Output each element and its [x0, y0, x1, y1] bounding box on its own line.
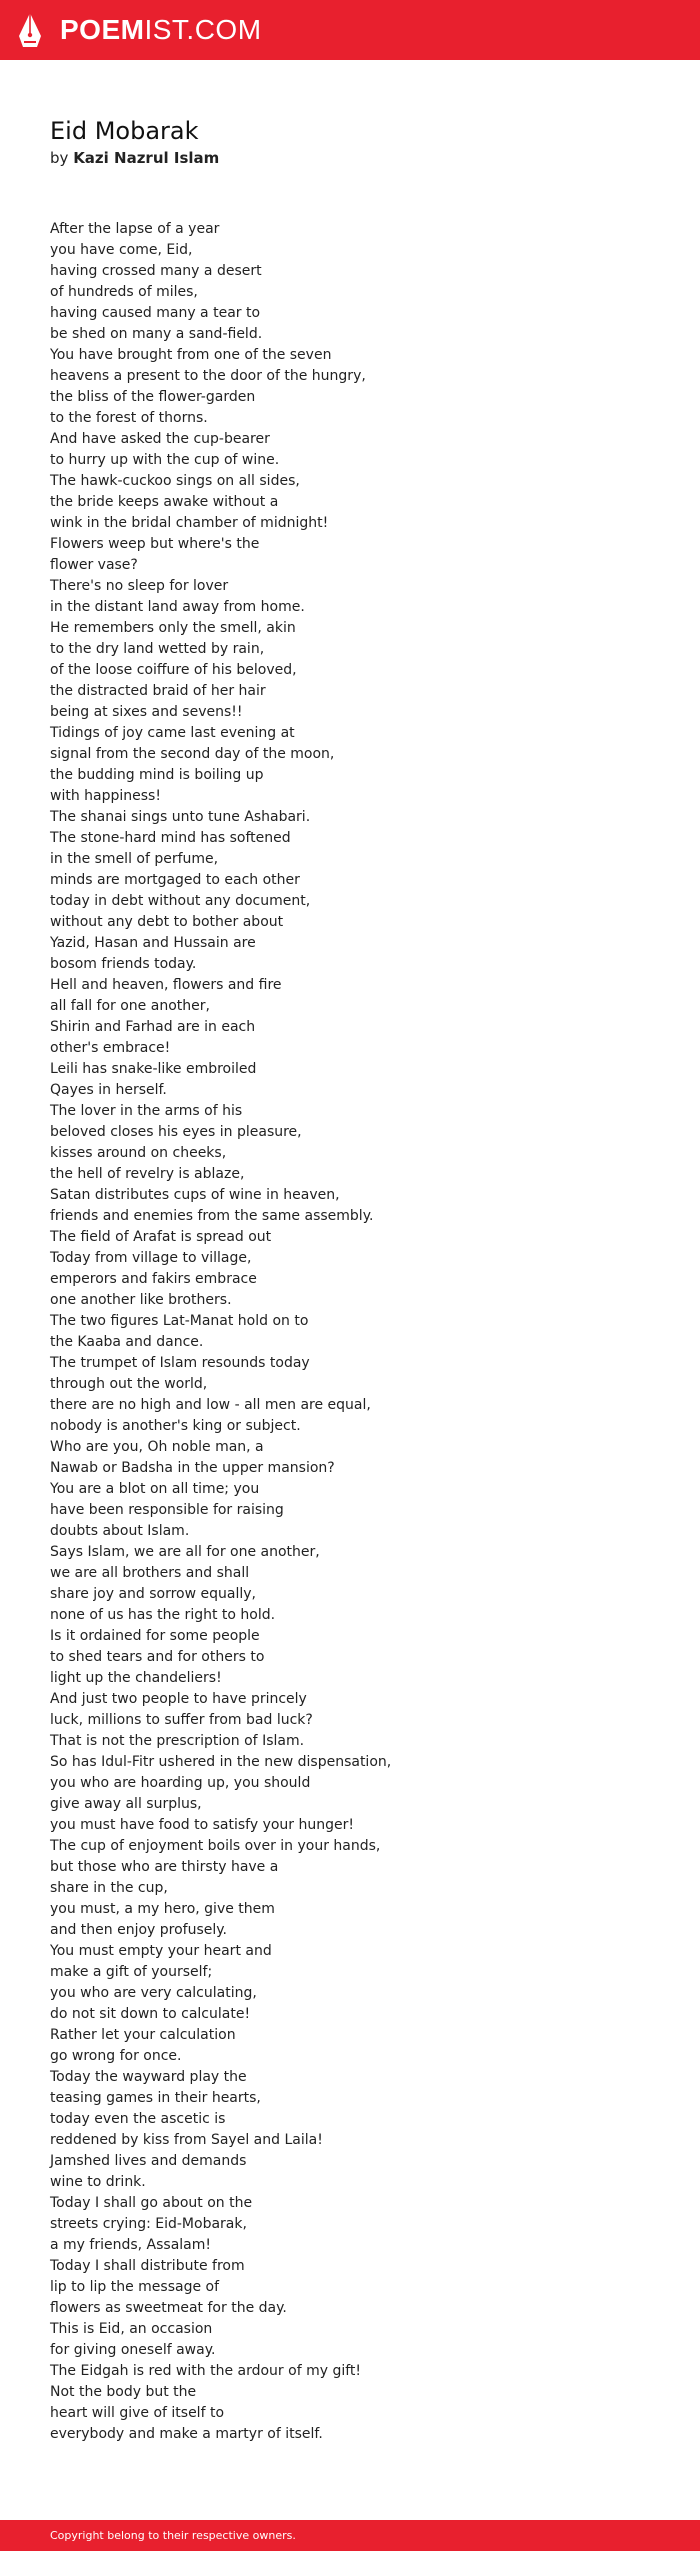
poem-line: nobody is another's king or subject.: [50, 1418, 301, 1434]
site-footer: [0, 2520, 700, 2551]
poem-line: Yazid, Hasan and Hussain are: [50, 935, 256, 951]
poem-line: beloved closes his eyes in pleasure,: [50, 1124, 302, 1140]
poem-line: Today from village to village,: [50, 1250, 252, 1266]
poem-line: Qayes in herself.: [50, 1082, 167, 1098]
poem-line: There's no sleep for lover: [50, 578, 229, 594]
poem-line: wink in the bridal chamber of midnight!: [50, 515, 329, 531]
poem-line: all fall for one another,: [50, 998, 210, 1014]
poem-line: to shed tears and for others to: [50, 1649, 265, 1665]
poem-line: of hundreds of miles,: [50, 284, 198, 300]
poem-line: having caused many a tear to: [50, 305, 261, 321]
poem-line: do not sit down to calculate!: [50, 2006, 251, 2022]
poem-line: Hell and heaven, flowers and fire: [50, 977, 282, 993]
poem-line: today even the ascetic is: [50, 2111, 226, 2127]
poem-line: The cup of enjoyment boils over in your hands,: [50, 1838, 381, 1854]
poem-line: light up the chandeliers!: [50, 1670, 222, 1686]
poem-line: teasing games in their hearts,: [50, 2090, 261, 2106]
poem-line: Says Islam, we are all for one another,: [50, 1544, 320, 1560]
poem-line: Today I shall distribute from: [50, 2258, 245, 2274]
poem-line: today in debt without any document,: [50, 893, 311, 909]
poem-line: doubts about Islam.: [50, 1523, 190, 1539]
poem-line: The hawk-cuckoo sings on all sides,: [50, 473, 300, 489]
poem-line: without any debt to bother about: [50, 914, 284, 930]
poem-line: The trumpet of Islam resounds today: [50, 1355, 310, 1371]
poem-line: flowers as sweetmeat for the day.: [50, 2300, 287, 2316]
poem-line: of the loose coiffure of his beloved,: [50, 662, 297, 678]
poem-line: heart will give of itself to: [50, 2405, 225, 2421]
poem-line: And just two people to have princely: [50, 1691, 307, 1707]
poem-line: kisses around on cheeks,: [50, 1145, 227, 1161]
poem-line: go wrong for once.: [50, 2048, 182, 2064]
poem-line: Not the body but the: [50, 2384, 197, 2400]
poem-title: Eid Mobarak: [50, 117, 199, 145]
poem-line: in the smell of perfume,: [50, 851, 219, 867]
poem-line: the hell of revelry is ablaze,: [50, 1166, 245, 1182]
poem-line: share joy and sorrow equally,: [50, 1586, 256, 1602]
poem-line: with happiness!: [50, 788, 161, 804]
poem-line: you who are hoarding up, you should: [50, 1775, 311, 1791]
poem-line: be shed on many a sand-field.: [50, 326, 263, 342]
poem-byline: [50, 148, 219, 168]
poem-line: everybody and make a martyr of itself.: [50, 2426, 323, 2442]
poem-line: bosom friends today.: [50, 956, 197, 972]
poem-line: there are no high and low - all men are equal,: [50, 1397, 371, 1413]
poem-line: The lover in the arms of his: [50, 1103, 243, 1119]
poem-line: Jamshed lives and demands: [50, 2153, 247, 2169]
poem-line: you must have food to satisfy your hunger!: [50, 1817, 355, 1833]
poem-line: you must, a my hero, give them: [50, 1901, 275, 1917]
poem-line: That is not the prescription of Islam.: [50, 1733, 305, 1749]
poem-line: You have brought from one of the seven: [50, 347, 332, 363]
poem-line: You must empty your heart and: [50, 1943, 272, 1959]
poem-line: streets crying: Eid-Mobarak,: [50, 2216, 247, 2232]
poem-line: one another like brothers.: [50, 1292, 232, 1308]
poem-line: through out the world,: [50, 1376, 208, 1392]
poem-line: And have asked the cup-bearer: [50, 431, 270, 447]
poem-line: give away all surplus,: [50, 1796, 202, 1812]
pen-nib-icon[interactable]: [17, 12, 43, 48]
brand-light-text: IST.COM: [144, 14, 262, 45]
poem-line: The shanai sings unto tune Ashabari.: [50, 809, 311, 825]
poem-line: After the lapse of a year: [50, 221, 220, 237]
poem-line: in the distant land away from home.: [50, 599, 305, 615]
poem-line: Satan distributes cups of wine in heaven,: [50, 1187, 340, 1203]
poem-line: being at sixes and sevens!!: [50, 704, 243, 720]
site-header: [0, 0, 700, 60]
poem-line: Flowers weep but where's the: [50, 536, 260, 552]
poem-line: luck, millions to suffer from bad luck?: [50, 1712, 313, 1728]
poem-line: So has Idul-Fitr ushered in the new dispensation,: [50, 1754, 392, 1770]
poem-line: Shirin and Farhad are in each: [50, 1019, 256, 1035]
poem-line: and then enjoy profusely.: [50, 1922, 228, 1938]
poem-line: the bride keeps awake without a: [50, 494, 279, 510]
site-logo-link[interactable]: [60, 12, 262, 48]
poem-line: The Eidgah is red with the ardour of my gift!: [50, 2363, 362, 2379]
poem-line: other's embrace!: [50, 1040, 171, 1056]
poem-body: [50, 219, 670, 2445]
poem-line: Today the wayward play the: [50, 2069, 247, 2085]
poem-line: minds are mortgaged to each other: [50, 872, 300, 888]
poem-line: signal from the second day of the moon,: [50, 746, 335, 762]
poem-line: Who are you, Oh noble man, a: [50, 1439, 264, 1455]
poem-line: the distracted braid of her hair: [50, 683, 266, 699]
poem-line: make a gift of yourself;: [50, 1964, 213, 1980]
poem-line: He remembers only the smell, akin: [50, 620, 296, 636]
poem-line: to hurry up with the cup of wine.: [50, 452, 280, 468]
poem-line: a my friends, Assalam!: [50, 2237, 212, 2253]
poem-line: The stone-hard mind has softened: [50, 830, 291, 846]
poem-line: to the dry land wetted by rain,: [50, 641, 265, 657]
poem-line: we are all brothers and shall: [50, 1565, 250, 1581]
poem-line: for giving oneself away.: [50, 2342, 216, 2358]
poem-line: you have come, Eid,: [50, 242, 193, 258]
poem-line: having crossed many a desert: [50, 263, 262, 279]
poem-line: lip to lip the message of: [50, 2279, 220, 2295]
poem-line: flower vase?: [50, 557, 138, 573]
poem-line: Is it ordained for some people: [50, 1628, 260, 1644]
poem-line: Tidings of joy came last evening at: [50, 725, 295, 741]
poem-line: Nawab or Badsha in the upper mansion?: [50, 1460, 335, 1476]
poem-line: Leili has snake-like embroiled: [50, 1061, 257, 1077]
poem-line: Rather let your calculation: [50, 2027, 236, 2043]
poem-line: wine to drink.: [50, 2174, 146, 2190]
poem-line: share in the cup,: [50, 1880, 168, 1896]
poem-line: but those who are thirsty have a: [50, 1859, 279, 1875]
poem-line: This is Eid, an occasion: [50, 2321, 213, 2337]
poem-line: friends and enemies from the same assembly.: [50, 1208, 374, 1224]
poem-line: The two figures Lat-Manat hold on to: [50, 1313, 309, 1329]
poem-line: the Kaaba and dance.: [50, 1334, 204, 1350]
brand-bold-text: POEM: [60, 14, 145, 45]
poem-line: The field of Arafat is spread out: [50, 1229, 272, 1245]
poem-line: none of us has the right to hold.: [50, 1607, 276, 1623]
poem-line: to the forest of thorns.: [50, 410, 208, 426]
poem-line: reddened by kiss from Sayel and Laila!: [50, 2132, 323, 2148]
poem-line: heavens a present to the door of the hungry,: [50, 368, 366, 384]
by-label: by: [50, 149, 69, 167]
author-link[interactable]: Kazi Nazrul Islam: [73, 149, 220, 167]
poem-line: the budding mind is boiling up: [50, 767, 264, 783]
poem-line: have been responsible for raising: [50, 1502, 284, 1518]
poem-line: You are a blot on all time; you: [50, 1481, 260, 1497]
poem-line: the bliss of the flower-garden: [50, 389, 256, 405]
copyright-text: Copyright belong to their respective owners.: [50, 2529, 296, 2542]
poem-line: you who are very calculating,: [50, 1985, 257, 2001]
poem-line: emperors and fakirs embrace: [50, 1271, 257, 1287]
poem-line: Today I shall go about on the: [50, 2195, 253, 2211]
